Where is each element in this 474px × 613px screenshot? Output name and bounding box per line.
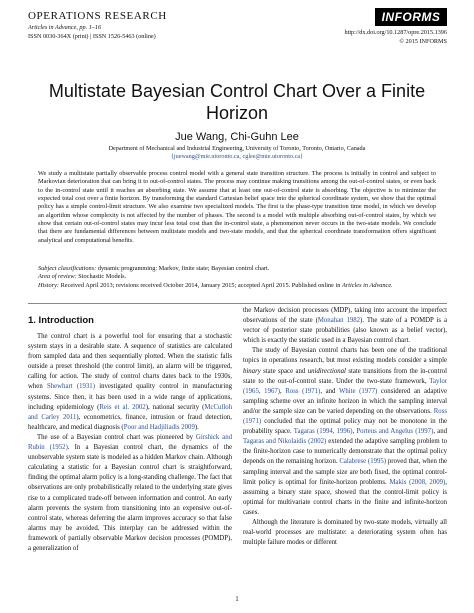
advance-line: Articles in Advance, pp. 1–16 (28, 24, 102, 31)
citation-link[interactable]: Poor and Hadjiliadis 2009 (123, 423, 195, 431)
paper-authors: Jue Wang, Chi-Guhn Lee (175, 131, 299, 143)
history-label: History: (38, 281, 59, 289)
paragraph: The study of Bayesian control charts has been one of the traditional topics in operations research, but most existing models consider a simple binary state space and unidirectional state transitions from the in-control state to the out-of-control state. Under the two-state framework, Taylor (1965, 1967), Ross (1971), and White (1977) considered an adaptive sampling scheme over an infinite horizon in which the sampling interval and/or the sample size can be varied depending on the observations. Ross (1971) concluded that the optimal policy may not be monotone in the probability space. Tagaras (1994, 1996), Porteus and Angelus (1997), and Tagaras and Nikolaidis (2002) extended the adaptive sampling problem to the finite-horizon case to numerically demonstrate that the optimal policy depends on the remaining horizon. Calabrese (1995) proved that, when the sampling interval and the sample size are both fixed, the optimal control-limit policy is optimal for finite-horizon problems. Makis (2008, 2009), assuming a binary state space, showed that the control-limit policy is optimal for multivariate control charts in the finite and infinite-horizon cases. (243, 347, 448, 516)
citation-link[interactable]: Ross (1971) (285, 387, 321, 395)
article-metadata (38, 265, 436, 290)
citation-link[interactable]: Shewhart (1931) (46, 383, 95, 391)
body-column-right (243, 306, 447, 548)
author-emails[interactable]: {juewang@mie.utoronto.ca, cglee@mie.utoronto.ca} (170, 153, 304, 160)
citation-link[interactable]: McCulloh and Carley 2011 (28, 403, 233, 421)
area-text: Stochastic Models. (76, 273, 127, 281)
subject-label: Subject classifications: (38, 265, 97, 272)
journal-meta (28, 24, 156, 41)
subject-classifications (38, 265, 436, 273)
history-text: Received April 2013; revisions received October 2014, January 2015; accepted April 2015. Published online in (59, 281, 342, 289)
section-heading: 1. Introduction (28, 315, 94, 326)
author-affiliation: Department of Mechanical and Industrial Engineering, University of Toronto, Toronto, Ontario, Canada (108, 145, 366, 152)
citation-link[interactable]: Ross (1971) (243, 407, 447, 426)
subject-text: dynamic programming: Markov, finite state; Bayesian control chart. (96, 265, 270, 272)
citation-link[interactable]: Calabrese (1995) (339, 458, 387, 466)
paper-title: Multistate Bayesian Control Chart Over a Finite Horizon (48, 81, 426, 123)
section-divider (28, 303, 447, 304)
area-label: Area of review: (38, 273, 77, 281)
paragraph: the Markov decision processes (MDP), taking into account the imperfect observations of the state (Monahan 1982). The state of a POMDP is a vector of posterior state probabilities (also known as a belief vector), which is exactly the statistic used in a Bayesian control chart. (243, 307, 448, 345)
area-of-review (38, 273, 436, 281)
abstract-text: We study a multistate partially observable process control model with a general state transition structure. The process is initially in control and subject to Markovian deterioration that can bring it to out-of-control states. The process may continue making transitions among the out-of-control states, or even back to the in-control state until it reaches an absorbing state. We assume that at least one out-of-control state is absorbing. The objective is to minimize the expected total cost over a finite horizon. By transforming the standard Cartesian belief space into the spherical coordinate system, we show that the optimal policy has a simple control-limit structure. We also examine two specialized models. The first is the phase-type transition time model, in which we develop an algorithm whose complexity is not affected by the number of phases. The second is a model with multiple absorbing out-of-control states, by which we show that certain out-of-control states may incur less total cost than the in-control state, a phenomenon never occurs in the two-state models. We conclude that there are fundamental differences between multistate models and two-state models, and that the spherical coordinate transformation offers significant analytical and computational benefits. (38, 170, 436, 244)
citation-link[interactable]: Monahan 1982 (317, 317, 361, 325)
citation-link[interactable]: Tagaras and Nikolaidis (2002) (243, 438, 327, 446)
body-column-left (28, 332, 232, 554)
doi-block (300, 29, 447, 46)
history (38, 282, 436, 290)
history-tail: Articles in Advance. (341, 281, 393, 289)
abstract (38, 170, 436, 245)
citation-link[interactable]: Girshick and Rubin (1952) (28, 433, 232, 452)
citation-link[interactable]: Taylor (1965, 1967) (243, 377, 447, 395)
informs-logo: INFORMS (375, 8, 447, 26)
paragraph: Although the literature is dominated by two-state models, virtually all real-world processes are multistate: a deteriorating system often has multiple failure modes or different (243, 518, 447, 547)
paragraph: The control chart is a powerful tool for ensuring that a stochastic system stays in a desirable state. A sequence of statistics are calculated from sampled data and then sequentially plotted. When the statistic falls outside a preset threshold (the control limit), an alarm will be triggered, calling for action. The study of control charts dates back to the 1930s, when Shewhart (1931) investigated quality control in manufacturing systems. Since then, it has been used in a wide range of applications, including epidemiology (Reis et al. 2002), national security (McCulloh and Carley 2011), econometrics, finance, intrusion or fraud detection, healthcare, and medical diagnosis (Poor and Hadjiliadis 2009). (28, 333, 233, 431)
issn-line: ISSN 0030-364X (print) | ISSN 1526-5463 (online) (28, 32, 156, 40)
doi-link[interactable]: http://dx.doi.org/10.1287/opre.2015.1396 (344, 29, 447, 36)
journal-name: OPERATIONS RESEARCH (28, 10, 167, 22)
citation-link[interactable]: Reis et al. 2002 (99, 403, 146, 411)
page-number: 1 (235, 595, 239, 603)
citation-link[interactable]: Tagaras (1994, 1996) (293, 428, 353, 436)
citation-link[interactable]: Makis (2008, 2009) (389, 478, 446, 486)
paragraph: The use of a Bayesian control chart was pioneered by Girshick and Rubin (1952). In a Bayesian control chart, the dynamics of the unobservable system state is modeled as a hidden Markov chain. Although calculating a statistic for a Bayesian control chart is straightforward, finding the optimal alarm policy is a long-standing challenge. The fact that observations are only probabilistically related to the underlying state gives rise to a complicated trade-off between information and control. An early alarm prevents the system from transitioning into an expensive out-of-control state, whereas deferring the alarm improves accuracy so that false alarms may be avoided. This interplay can be addressed within the framework of partially observable Markov decision processes (POMDP), a generalization of (28, 433, 232, 552)
copyright-line: © 2015 INFORMS (399, 37, 447, 45)
citation-link[interactable]: Porteus and Angelus (1997) (356, 428, 434, 436)
citation-link[interactable]: White (1977) (338, 387, 378, 395)
